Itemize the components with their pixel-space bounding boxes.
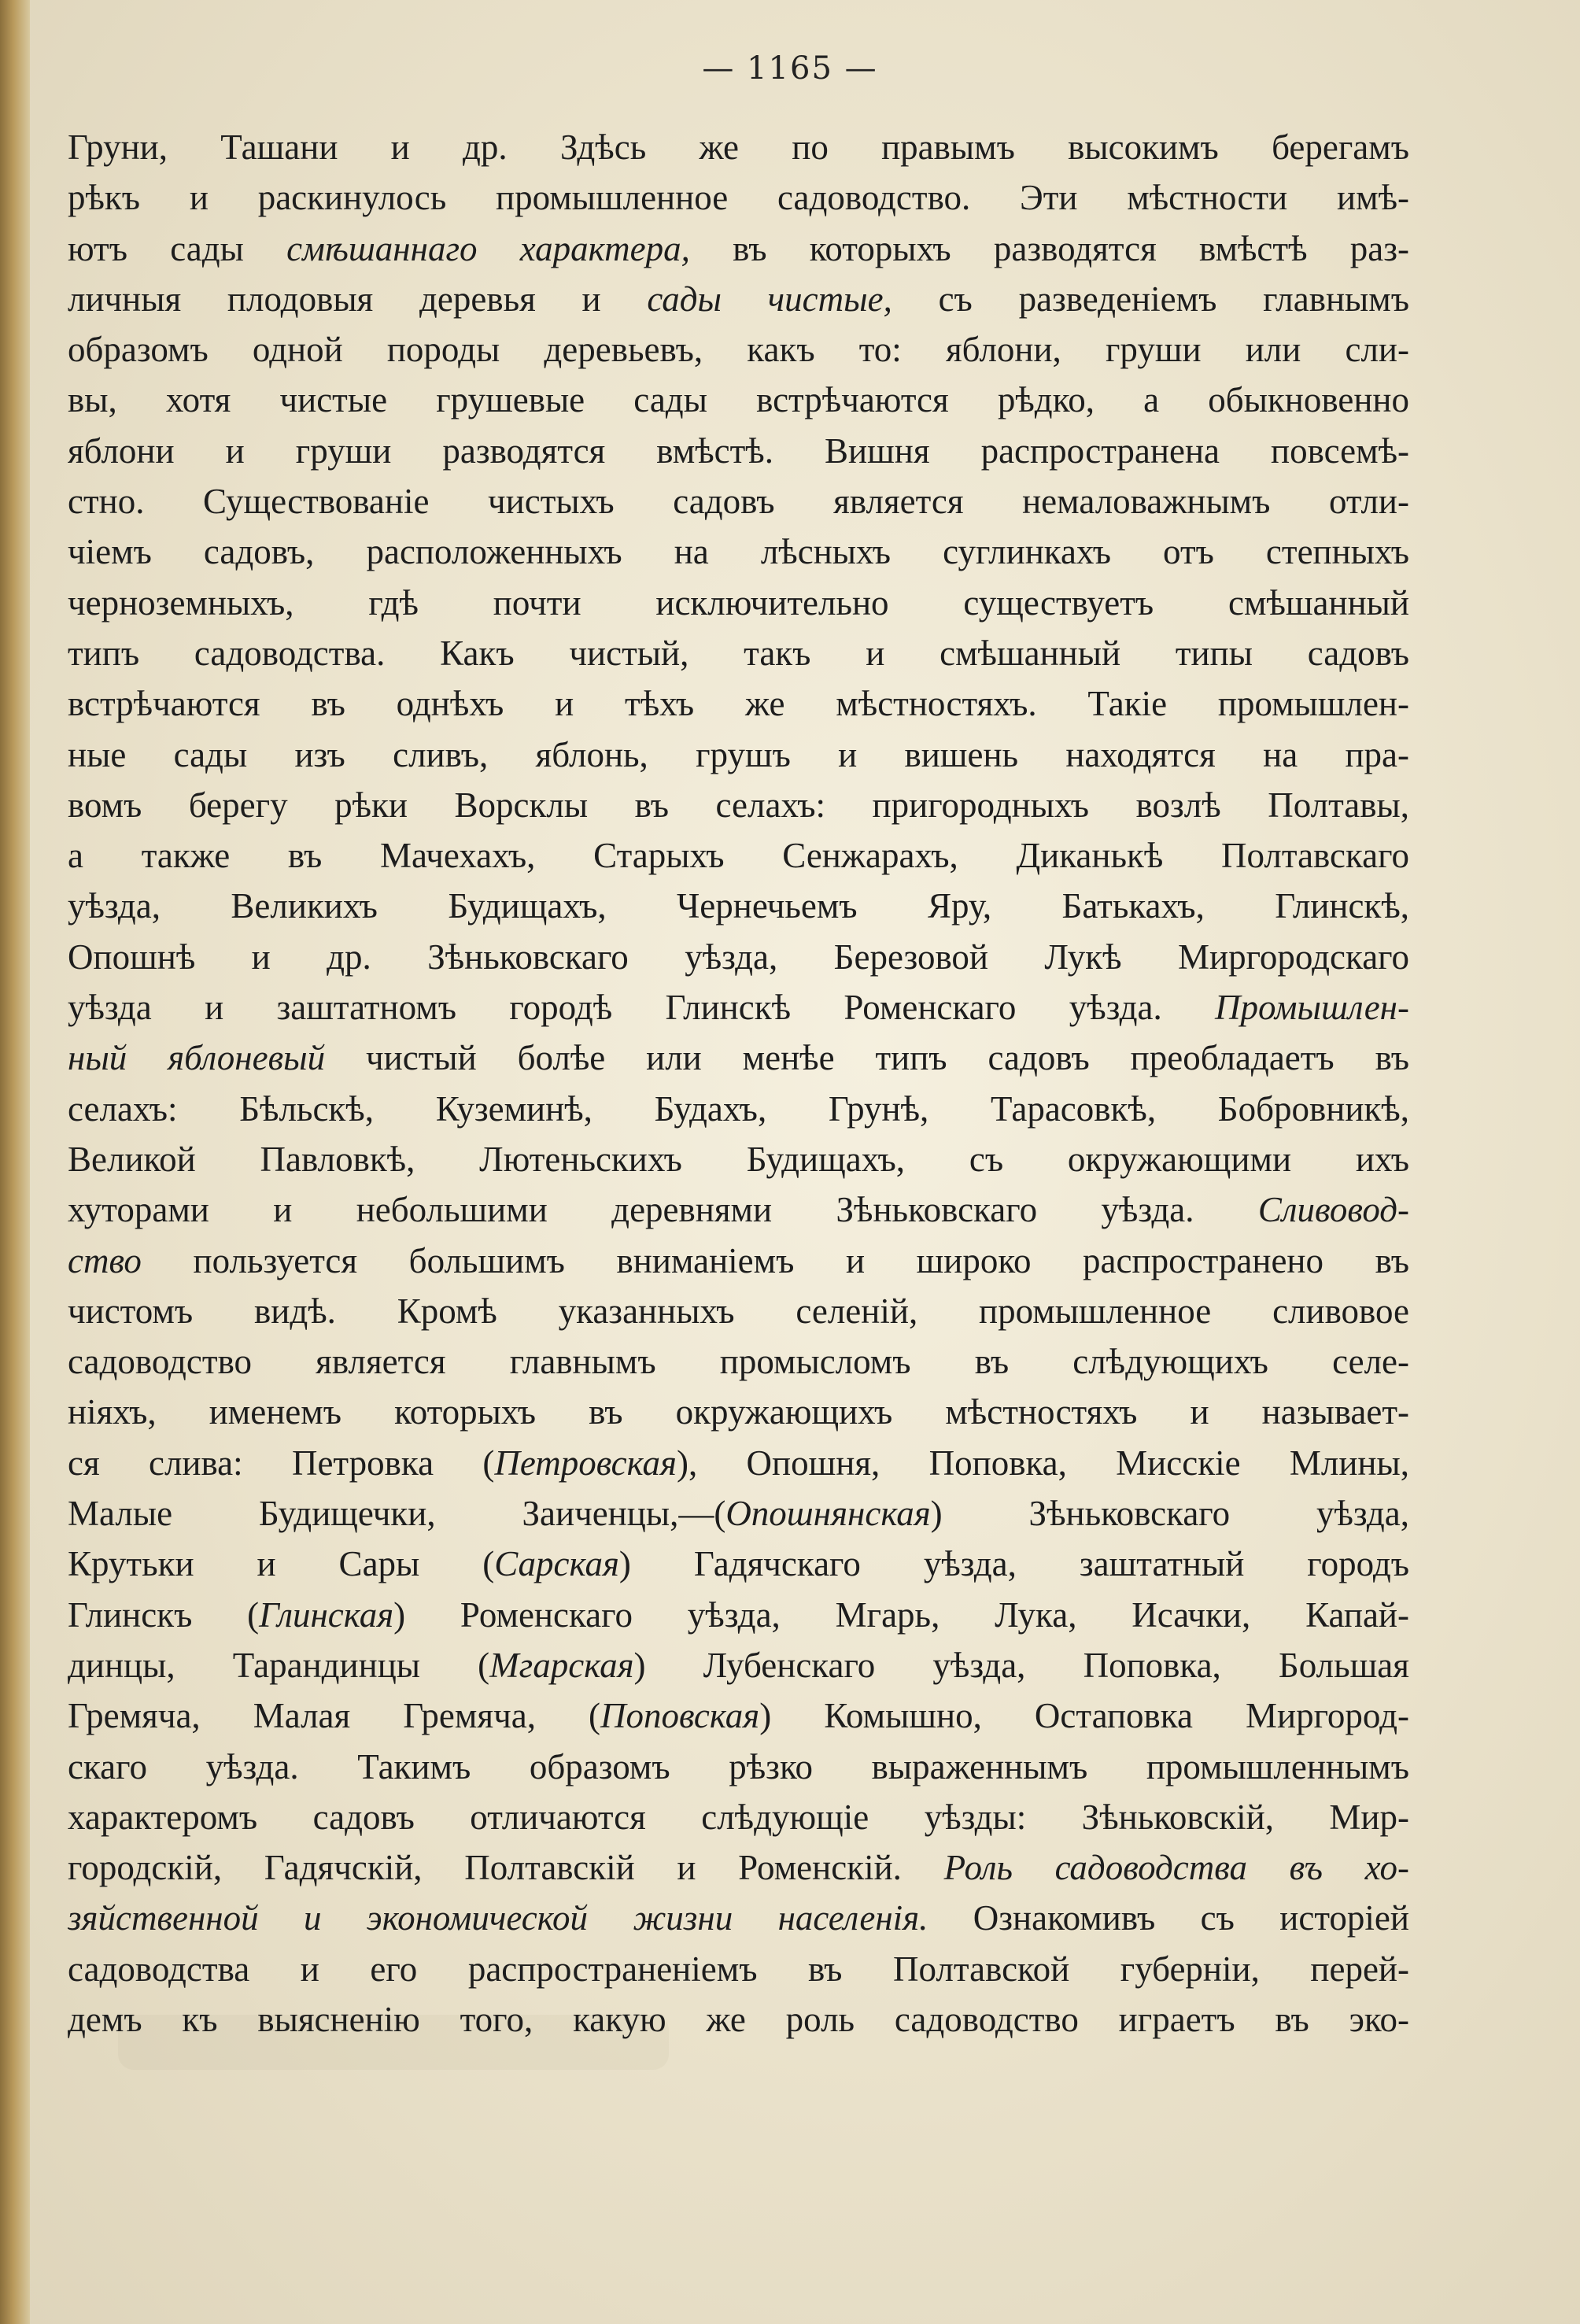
text-line: [68, 1994, 1409, 2045]
text-segment: чистый болѣе или менѣе типъ садовъ преобладаетъ въ: [325, 1038, 1409, 1078]
text-segment: ные сады изъ сливъ, яблонь, грушъ и вишень находятся на пра-: [68, 734, 1409, 774]
text-segment: ), Опошня, Поповка, Мисскіе Млины,: [676, 1443, 1409, 1483]
italic-text: Опошнянская: [725, 1494, 931, 1534]
text-segment: личныя плодовыя деревья и: [68, 279, 648, 319]
italic-text: сады чистые,: [647, 279, 892, 319]
text-line: [68, 172, 1409, 223]
text-segment: Гремяча, Малая Гремяча, (: [68, 1696, 600, 1736]
text-segment: образомъ одной породы деревьевъ, какъ то: яблони, груши или сли-: [68, 330, 1409, 370]
text-segment: Груни, Ташани и др. Здѣсь же по правымъ высокимъ берегамъ: [68, 127, 1409, 167]
text-segment: характеромъ садовъ отличаются слѣдующіе уѣзды: Зѣньковскій, Мир-: [68, 1797, 1409, 1837]
text-segment: стно. Существованіе чистыхъ садовъ является немаловажнымъ отли-: [68, 482, 1409, 522]
italic-text: Глинская: [259, 1594, 394, 1635]
text-segment: ютъ сады: [68, 228, 287, 268]
text-line: [68, 324, 1409, 375]
page-number: — 1165 —: [702, 50, 878, 87]
text-segment: ) Роменскаго уѣзда, Мгарь, Лука, Исачки, Капай-: [393, 1594, 1409, 1635]
book-spine: [0, 0, 30, 2324]
text-line: [68, 628, 1409, 678]
text-line: [68, 274, 1409, 324]
text-line: [68, 375, 1409, 425]
text-line: [68, 780, 1409, 830]
text-line: [68, 1336, 1409, 1387]
text-segment: ніяхъ, именемъ которыхъ въ окружающихъ мѣстностяхъ и называет-: [68, 1392, 1409, 1432]
text-segment: ся слива: Петровка (: [68, 1443, 495, 1483]
text-segment: хуторами и небольшими деревнями Зѣньковскаго уѣзда.: [68, 1190, 1258, 1230]
italic-text: Поповская: [600, 1696, 760, 1736]
text-segment: садоводство является главнымъ промысломъ въ слѣдующихъ селе-: [68, 1342, 1409, 1382]
text-segment: рѣкъ и раскинулось промышленное садоводство. Эти мѣстности имѣ-: [68, 178, 1409, 218]
text-line: [68, 982, 1409, 1033]
text-segment: городскій, Гадячскій, Полтавскій и Роменскій.: [68, 1848, 944, 1888]
text-line: [68, 830, 1409, 881]
text-line: [68, 1539, 1409, 1589]
text-line: [68, 1944, 1409, 1994]
text-line: [68, 881, 1409, 931]
text-segment: ) Комышно, Остаповка Миргород-: [759, 1696, 1409, 1736]
text-line: [68, 1236, 1409, 1286]
text-segment: Опошнѣ и др. Зѣньковскаго уѣзда, Березовой Лукѣ Миргородскаго: [68, 937, 1409, 977]
italic-text: зяйственной и экономической жизни населенія.: [68, 1898, 928, 1938]
text-segment: а также въ Мачехахъ, Старыхъ Сенжарахъ, Диканькѣ Полтавскаго: [68, 836, 1409, 876]
text-segment: пользуется большимъ вниманіемъ и широко распространено въ: [141, 1240, 1409, 1280]
text-line: [68, 1842, 1409, 1893]
text-segment: уѣзда, Великихъ Будищахъ, Чернечьемъ Яру, Батькахъ, Глинскѣ,: [68, 886, 1409, 926]
text-segment: динцы, Тарандинцы (: [68, 1645, 490, 1685]
italic-text: Промышлен-: [1215, 988, 1409, 1028]
text-segment: ) Гадячскаго уѣзда, заштатный городъ: [618, 1544, 1409, 1584]
text-segment: вомъ берегу рѣки Ворсклы въ селахъ: пригородныхъ возлѣ Полтавы,: [68, 785, 1409, 825]
text-segment: ) Лубенскаго уѣзда, Поповка, Большая: [633, 1645, 1409, 1685]
text-segment: яблони и груши разводятся вмѣстѣ. Вишня распространена повсемѣ-: [68, 430, 1409, 471]
text-line: [68, 678, 1409, 729]
text-segment: уѣзда и заштатномъ городѣ Глинскѣ Роменскаго уѣзда.: [68, 988, 1216, 1028]
text-line: [68, 1792, 1409, 1842]
text-line: [68, 1134, 1409, 1184]
italic-text: Петровская: [494, 1443, 677, 1483]
text-segment: черноземныхъ, гдѣ почти исключительно существуетъ смѣшанный: [68, 582, 1409, 623]
text-line: [68, 1438, 1409, 1488]
text-line: [68, 1387, 1409, 1437]
italic-text: Мгарская: [489, 1645, 634, 1685]
text-line: [68, 932, 1409, 982]
text-line: [68, 1590, 1409, 1640]
text-segment: встрѣчаются въ однѣхъ и тѣхъ же мѣстностяхъ. Такіе промышлен-: [68, 684, 1409, 724]
body-text: [68, 122, 1409, 2045]
text-line: [68, 476, 1409, 527]
text-segment: Ознакомивъ съ исторіей: [928, 1898, 1409, 1938]
text-segment: ) Зѣньковскаго уѣзда,: [930, 1494, 1409, 1534]
text-line: [68, 122, 1409, 172]
text-segment: Великой Павловкѣ, Лютеньскихъ Будищахъ, съ окружающими ихъ: [68, 1139, 1409, 1179]
text-line: [68, 1084, 1409, 1134]
text-line: [68, 1640, 1409, 1690]
text-segment: Крутьки и Сары (: [68, 1544, 495, 1584]
text-line: [68, 1033, 1409, 1083]
text-line: [68, 1286, 1409, 1336]
text-line: [68, 730, 1409, 780]
text-segment: садоводства и его распространеніемъ въ Полтавской губерніи, перей-: [68, 1949, 1409, 1989]
text-line: [68, 1184, 1409, 1235]
text-segment: чистомъ видѣ. Кромѣ указанныхъ селеній, промышленное сливовое: [68, 1291, 1409, 1331]
text-line: [68, 426, 1409, 476]
text-line: [68, 578, 1409, 628]
italic-text: Сарская: [494, 1544, 619, 1584]
text-line: [68, 1690, 1409, 1741]
text-line: [68, 1893, 1409, 1943]
text-line: [68, 527, 1409, 577]
text-segment: Глинскъ (: [68, 1594, 260, 1635]
text-segment: Малые Будищечки, Заиченцы,—(: [68, 1494, 726, 1534]
text-line: [68, 1488, 1409, 1539]
text-line: [68, 224, 1409, 274]
text-segment: демъ къ выясненію того, какую же роль садоводство играетъ въ эко-: [68, 1999, 1409, 2039]
text-segment: селахъ: Бѣльскѣ, Куземинѣ, Будахъ, Грунѣ, Тарасовкѣ, Бобровникѣ,: [68, 1088, 1409, 1129]
text-segment: съ разведеніемъ главнымъ: [892, 279, 1409, 319]
italic-text: ство: [68, 1240, 142, 1280]
text-segment: вы, хотя чистые грушевые сады встрѣчаются рѣдко, а обыкновенно: [68, 380, 1409, 420]
text-segment: типъ садоводства. Какъ чистый, такъ и смѣшанный типы садовъ: [68, 633, 1409, 673]
text-segment: въ которыхъ разводятся вмѣстѣ раз-: [689, 228, 1409, 268]
italic-text: Сливовод-: [1257, 1190, 1409, 1230]
text-segment: чіемъ садовъ, расположенныхъ на лѣсныхъ суглинкахъ отъ степныхъ: [68, 532, 1409, 572]
italic-text: ный яблоневый: [68, 1038, 326, 1078]
text-line: [68, 1742, 1409, 1792]
italic-text: Роль садоводства въ хо-: [943, 1848, 1409, 1888]
text-segment: скаго уѣзда. Такимъ образомъ рѣзко выраженнымъ промышленнымъ: [68, 1746, 1409, 1786]
italic-text: смѣшаннаго характера,: [286, 228, 690, 268]
